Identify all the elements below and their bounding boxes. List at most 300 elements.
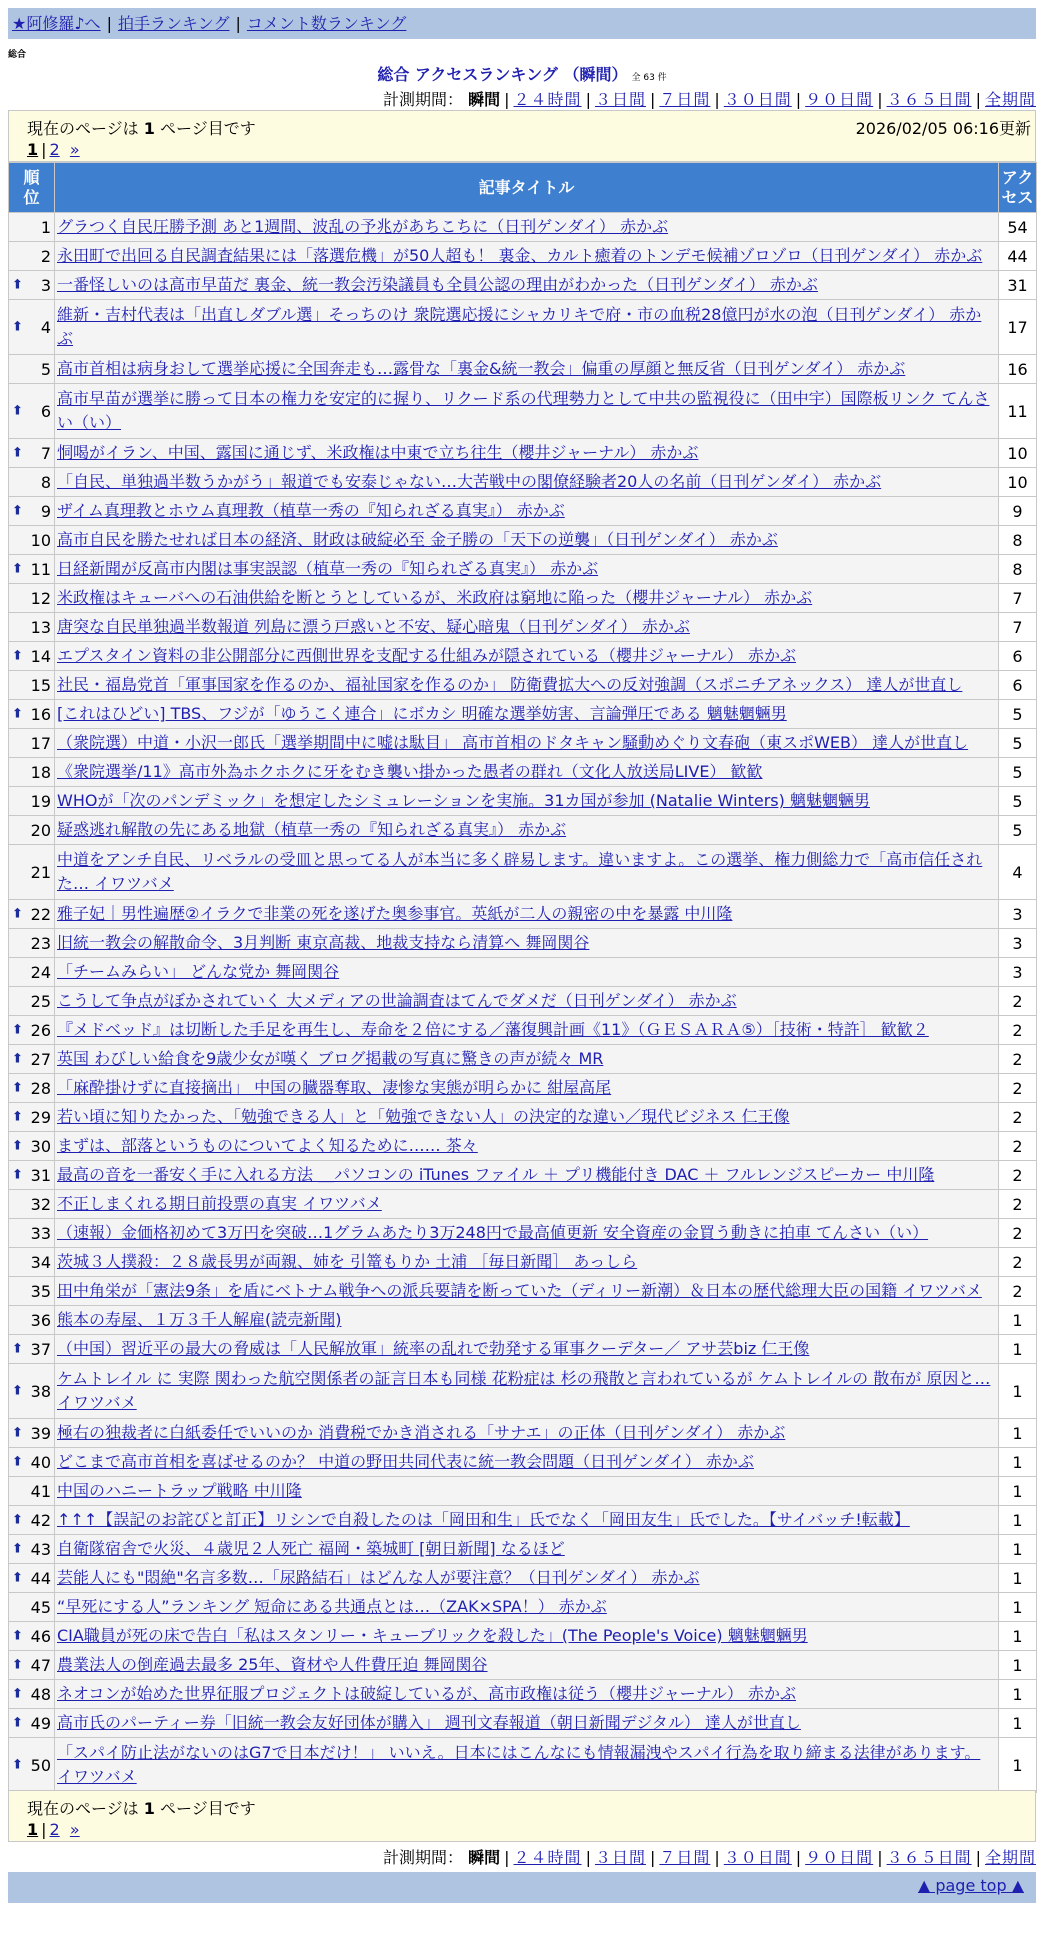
ranking-row (9, 300, 1037, 355)
pager-next-link[interactable]: » (69, 1820, 80, 1839)
ranking-row (9, 1190, 1037, 1219)
updated-timestamp: 2026/02/05 06:16更新 (855, 119, 1031, 138)
page-info-bottom (27, 1796, 256, 1819)
ranking-row (9, 1535, 1037, 1564)
article-title-link[interactable]: 永田町で出回る自民調査結果には「落選危機」が50人超も！ 裏金、カルト癒着のトンデモ候補ゾロゾロ（日刊ゲンダイ） 赤かぶ (57, 246, 983, 265)
period-link-3d[interactable]: ３日間 (594, 1848, 646, 1867)
rank-number: 47 (30, 1655, 51, 1675)
rank-up-arrow-icon: ⬆ (12, 1454, 23, 1470)
rank-up-arrow-icon: ⬆ (12, 503, 23, 519)
article-title-link[interactable]: （中国）習近平の最大の脅威は「人民解放軍」統率の乱れで勃発する軍事クーデター／ アサ芸biz 仁王像 (57, 1339, 810, 1358)
period-link-7d[interactable]: ７日間 (659, 90, 711, 109)
ranking-row (9, 900, 1037, 929)
article-title-link[interactable]: 旧統一教会の解散命令、3月判断 東京高裁、地裁支持なら清算へ 舞岡関谷 (57, 933, 590, 952)
rank-cell (9, 526, 55, 555)
access-count: 2 (999, 1045, 1037, 1074)
ranking-row (9, 497, 1037, 526)
rank-number: 39 (30, 1423, 51, 1443)
article-title-link[interactable]: 高市氏のパーティー券「旧統一教会友好団体が購入」 週刊文春報道（朝日新聞デジタル） 達人が世直し (57, 1713, 801, 1732)
ranking-row (9, 1564, 1037, 1593)
title-cell (55, 1277, 999, 1306)
header-access-label: アクセス (1001, 167, 1034, 207)
article-title-link[interactable]: 芸能人にも"悶絶"名言多数…「尿路結石」はどんな人が要注意？（日刊ゲンダイ） 赤かぶ (57, 1568, 700, 1587)
access-count: 7 (999, 613, 1037, 642)
rank-number: 14 (30, 646, 51, 666)
access-count: 1 (999, 1364, 1037, 1419)
pager-current: 1 (27, 140, 39, 159)
title-cell (55, 1016, 999, 1045)
ranking-row (9, 526, 1037, 555)
title-cell (55, 758, 999, 787)
access-count: 1 (999, 1535, 1037, 1564)
title-cell (55, 584, 999, 613)
title-cell (55, 929, 999, 958)
rank-number: 35 (30, 1281, 51, 1301)
access-count: 10 (999, 439, 1037, 468)
page-top-link[interactable]: ▲ page top ▲ (917, 1876, 1024, 1895)
title-cell (55, 1564, 999, 1593)
period-link-3d[interactable]: ３日間 (594, 90, 646, 109)
access-count: 5 (999, 758, 1037, 787)
rank-cell (9, 900, 55, 929)
rank-number: 48 (30, 1684, 51, 1704)
article-title-link[interactable]: （速報）金価格初めて3万円を突破…1グラムあたり3万248円で最高値更新 安全資産の金買う動きに拍車 てんさい（い） (57, 1223, 929, 1242)
period-selector-top: 計測期間： 瞬間 | ２４時間 | ３日間 | ７日間 | ３０日間 | ９０日間 | ３６５日間 | 全期間 (383, 90, 1036, 109)
header-rank (9, 163, 55, 213)
rank-cell (9, 1709, 55, 1738)
title-cell (55, 1622, 999, 1651)
nav-separator: | (106, 14, 112, 33)
ranking-row (9, 355, 1037, 384)
ranking-row (9, 1593, 1037, 1622)
title-cell (55, 1335, 999, 1364)
pager-next-link[interactable]: » (69, 140, 80, 159)
page-title (0, 62, 1044, 85)
rank-number: 7 (40, 443, 51, 463)
pager-link-page-2[interactable]: 2 (49, 140, 60, 159)
access-count: 1 (999, 1564, 1037, 1593)
rank-cell (9, 671, 55, 700)
title-cell (55, 497, 999, 526)
period-link-365d[interactable]: ３６５日間 (886, 1848, 972, 1867)
rank-number: 24 (30, 962, 51, 982)
article-title-link[interactable]: （衆院選）中道・小沢一郎氏「選挙期間中に嘘は駄目」 高市首相のドタキャン騒動めぐり文春砲（東スポWEB） 達人が世直し (57, 733, 969, 752)
article-title-link[interactable]: 恫喝がイラン、中国、露国に通じず、米政権は中東で立ち往生（櫻井ジャーナル） 赤かぶ (57, 443, 699, 462)
page-info-number: 1 (143, 1799, 155, 1818)
access-count: 5 (999, 787, 1037, 816)
rank-number: 6 (40, 401, 51, 421)
article-title-link[interactable]: WHOが「次のパンデミック」を想定したシミュレーションを実施。31カ国が参加 (Natalie Winters) 魑魅魍魎男 (57, 791, 870, 810)
access-count: 1 (999, 1622, 1037, 1651)
access-count: 16 (999, 355, 1037, 384)
ranking-row (9, 1016, 1037, 1045)
access-count: 10 (999, 468, 1037, 497)
article-title-link[interactable]: ザイム真理教とホウム真理教（植草一秀の『知られざる真実』） 赤かぶ (57, 501, 565, 520)
rank-number: 5 (40, 359, 51, 379)
ranking-row (9, 1248, 1037, 1277)
rank-cell (9, 1477, 55, 1506)
article-title-link[interactable]: 一番怪しいのは高市早苗だ 裏金、統一教会汚染議員も全員公認の理由がわかった（日刊ゲンダイ） 赤かぶ (57, 275, 818, 294)
rank-cell (9, 1651, 55, 1680)
total-count: 全 63 件 (631, 73, 667, 83)
rank-cell (9, 271, 55, 300)
rank-up-arrow-icon: ⬆ (12, 1657, 23, 1673)
rank-cell (9, 1248, 55, 1277)
article-title-link[interactable]: 「スパイ防止法がないのはG7で日本だけ！」 いいえ。日本にはこんなにも情報漏洩やスパイ行為を取り締まる法律があります。 イワツバメ (57, 1743, 981, 1786)
title-cell (55, 642, 999, 671)
rank-number: 44 (30, 1568, 51, 1588)
access-count: 1 (999, 1448, 1037, 1477)
period-link-24h[interactable]: ２４時間 (513, 90, 582, 109)
rank-number: 18 (30, 762, 51, 782)
rank-number: 43 (30, 1539, 51, 1559)
rank-cell (9, 787, 55, 816)
ranking-row (9, 1506, 1037, 1535)
access-count: 1 (999, 1593, 1037, 1622)
rank-cell (9, 729, 55, 758)
ranking-row (9, 1680, 1037, 1709)
article-title-link[interactable]: “早死にする人”ランキング 短命にある共通点とは…（ZAK×SPA！） 赤かぶ (57, 1597, 607, 1616)
title-cell (55, 271, 999, 300)
rank-number: 38 (30, 1381, 51, 1401)
page-info-suffix: ページ目です (160, 1799, 256, 1818)
article-title-link[interactable]: ネオコンが始めた世界征服プロジェクトは破綻しているが、高市政権は従う（櫻井ジャーナル） 赤かぶ (57, 1684, 797, 1703)
rank-number: 45 (30, 1597, 51, 1617)
rank-number: 42 (30, 1510, 51, 1530)
title-cell (55, 1074, 999, 1103)
ranking-table (8, 162, 1037, 1793)
page-info-suffix: ページ目です (160, 119, 256, 138)
access-count: 7 (999, 584, 1037, 613)
rank-number: 29 (30, 1107, 51, 1127)
rank-cell (9, 584, 55, 613)
rank-up-arrow-icon: ⬆ (12, 561, 23, 577)
access-count: 44 (999, 242, 1037, 271)
rank-number: 12 (30, 588, 51, 608)
article-title-link[interactable]: 「麻酔掛けずに直接摘出」 中国の臓器奪取、凄惨な実態が明らかに 紺屋高尾 (57, 1078, 612, 1097)
article-title-link[interactable]: 茨城３人撲殺：２８歳長男が両親、姉を 引篭もりか 土浦 ［毎日新聞］ あっしら (57, 1252, 638, 1271)
rank-number: 23 (30, 933, 51, 953)
access-count: 1 (999, 1506, 1037, 1535)
period-link-24h[interactable]: ２４時間 (513, 1848, 582, 1867)
period-selector-bottom: 計測期間： 瞬間 | ２４時間 | ３日間 | ７日間 | ３０日間 | ９０日間 | ３６５日間 | 全期間 (383, 1848, 1036, 1867)
title-cell (55, 1738, 999, 1793)
article-title-link[interactable]: 《衆院選挙/11》高市外為ホクホクに牙をむき襲い掛かった愚者の群れ（文化人放送局LIVE） 歓歓 (57, 762, 763, 781)
section-label: 総合 (8, 50, 27, 60)
period-link-7d[interactable]: ７日間 (659, 1848, 711, 1867)
article-title-link[interactable]: 極右の独裁者に白紙委任でいいのか 消費税でかき消される「サナエ」の正体（日刊ゲンダイ） 赤かぶ (57, 1423, 786, 1442)
article-title-link[interactable]: 日経新聞が反高市内閣は事実誤認（植草一秀の『知られざる真実』） 赤かぶ (57, 559, 599, 578)
title-cell (55, 300, 999, 355)
rank-number: 41 (30, 1481, 51, 1501)
rank-cell (9, 555, 55, 584)
rank-cell (9, 1045, 55, 1074)
access-count: 1 (999, 1680, 1037, 1709)
ranking-row (9, 1132, 1037, 1161)
rank-number: 36 (30, 1310, 51, 1330)
ranking-row (9, 584, 1037, 613)
rank-cell (9, 300, 55, 355)
rank-cell (9, 1306, 55, 1335)
ranking-row (9, 1219, 1037, 1248)
article-title-link[interactable]: こうして争点がぼかされていく 大メディアの世論調査はてんでダメだ（日刊ゲンダイ） 赤かぶ (57, 991, 737, 1010)
rank-up-arrow-icon: ⬆ (12, 1715, 23, 1731)
title-cell (55, 242, 999, 271)
rank-number: 49 (30, 1713, 51, 1733)
rank-cell (9, 1103, 55, 1132)
article-title-link[interactable]: 社民・福島党首「軍事国家を作るのか、福祉国家を作るのか」 防衛費拡大への反対強調（スポニチアネックス） 達人が世直し (57, 675, 963, 694)
pager-bottom: 1 | 2 » (27, 1820, 80, 1839)
rank-number: 25 (30, 991, 51, 1011)
rank-up-arrow-icon: ⬆ (12, 1138, 23, 1154)
rank-up-arrow-icon: ⬆ (12, 277, 23, 293)
ranking-row (9, 468, 1037, 497)
title-cell (55, 526, 999, 555)
title-cell (55, 439, 999, 468)
period-current: 瞬間 (468, 1848, 501, 1867)
article-title-link[interactable]: まずは、部落というものについてよく知るために…… 茶々 (57, 1136, 478, 1155)
rank-up-arrow-icon: ⬆ (12, 1167, 23, 1183)
pager-current: 1 (27, 1820, 39, 1839)
rank-cell (9, 1738, 55, 1793)
rank-cell (9, 1016, 55, 1045)
rank-number: 32 (30, 1194, 51, 1214)
article-title-link[interactable]: 高市早苗が選挙に勝って日本の権力を安定的に握り、リクード系の代理勢力として中共の監視役に（田中宇）国際板リンク てんさい（い） (57, 389, 990, 432)
article-title-link[interactable]: どこまで高市首相を喜ばせるのか？ 中道の野田共同代表に統一教会問題（日刊ゲンダイ） 赤かぶ (57, 1452, 754, 1471)
rank-cell (9, 384, 55, 439)
access-count: 8 (999, 555, 1037, 584)
page-title-text: 総合 アクセスランキング （瞬間） (377, 65, 628, 84)
rank-number: 30 (30, 1136, 51, 1156)
article-title-link[interactable]: 高市首相は病身おして選挙応援に全国奔走も…露骨な「裏金&統一教会」偏重の厚顔と無反省（日刊ゲンダイ） 赤かぶ (57, 359, 906, 378)
title-cell (55, 384, 999, 439)
rank-cell (9, 1535, 55, 1564)
access-count: 5 (999, 816, 1037, 845)
access-count: 3 (999, 900, 1037, 929)
rank-number: 46 (30, 1626, 51, 1646)
ranking-row (9, 1306, 1037, 1335)
article-title-link[interactable]: 田中角栄が「憲法9条」を盾にベトナム戦争への派兵要請を断っていた（ディリー新潮）＆日本の歴代総理大臣の国籍 イワツバメ (57, 1281, 982, 1300)
rank-cell (9, 958, 55, 987)
rank-cell (9, 758, 55, 787)
rank-cell (9, 497, 55, 526)
page-info-number: 1 (143, 119, 155, 138)
rank-cell (9, 1419, 55, 1448)
article-title-link[interactable]: 『メドベッド』は切断した手足を再生し、寿命を２倍にする／藩復興計画《11》（ＧＥＳＡＲＡ⑤）［技術・特許］ 歓歓２ (57, 1020, 929, 1039)
access-count: 2 (999, 1161, 1037, 1190)
rank-cell (9, 1074, 55, 1103)
article-title-link[interactable]: 維新・吉村代表は「出直しダブル選」そっちのけ 衆院選応援にシャカリキで府・市の血税28億円が水の泡（日刊ゲンダイ） 赤かぶ (57, 305, 982, 348)
article-title-link[interactable]: 「自民、単独過半数うかがう」報道でも安泰じゃない…大苦戦中の閣僚経験者20人の名前（日刊ゲンダイ） 赤かぶ (57, 472, 882, 491)
rank-up-arrow-icon: ⬆ (12, 1080, 23, 1096)
rank-up-arrow-icon: ⬆ (12, 1383, 23, 1399)
page-info (27, 116, 256, 139)
period-label: 計測期間： (383, 90, 464, 109)
access-count: 1 (999, 1651, 1037, 1680)
title-cell (55, 845, 999, 900)
ranking-row (9, 787, 1037, 816)
ranking-row (9, 213, 1037, 242)
period-current: 瞬間 (468, 90, 501, 109)
rank-cell (9, 242, 55, 271)
article-title-link[interactable]: ケムトレイル に 実際 関わった航空関係者の証言日本も同様 花粉症は 杉の飛散と言われているが ケムトレイルの 散布が 原因と… イワツバメ (57, 1369, 991, 1412)
period-link-30d[interactable]: ３０日間 (723, 1848, 792, 1867)
access-count: 1 (999, 1477, 1037, 1506)
title-cell (55, 1477, 999, 1506)
page-info-box-bottom (8, 1790, 1036, 1842)
article-title-link[interactable]: 疑惑逃れ解散の先にある地獄（植草一秀の『知られざる真実』） 赤かぶ (57, 820, 567, 839)
access-count: 3 (999, 958, 1037, 987)
header-access (999, 163, 1037, 213)
access-count: 5 (999, 729, 1037, 758)
period-link-90d[interactable]: ９０日間 (805, 1848, 874, 1867)
period-link-all[interactable]: 全期間 (984, 1848, 1036, 1867)
access-count: 2 (999, 987, 1037, 1016)
rank-number: 37 (30, 1339, 51, 1359)
access-count: 2 (999, 1016, 1037, 1045)
page-info-prefix: 現在のページは (27, 1799, 139, 1818)
title-cell (55, 1419, 999, 1448)
title-cell (55, 355, 999, 384)
nav-link-asyura[interactable]: ★阿修羅♪へ (12, 14, 101, 33)
article-title-link[interactable]: 高市自民を勝たせれば日本の経済、財政は破綻必至 金子勝の「天下の逆襲」（日刊ゲンダイ） 赤かぶ (57, 530, 778, 549)
title-cell (55, 1709, 999, 1738)
article-title-link[interactable]: 中道をアンチ自民、リベラルの受皿と思ってる人が本当に多く辟易します。違いますよ。この選挙、権力側総力で「高市信任された… イワツバメ (57, 850, 983, 893)
access-count: 5 (999, 700, 1037, 729)
title-cell (55, 1219, 999, 1248)
article-title-link[interactable]: 不正しまくれる期日前投票の真実 イワツバメ (57, 1194, 382, 1213)
title-cell (55, 787, 999, 816)
article-title-link[interactable]: エプスタイン資料の非公開部分に西側世界を支配する仕組みが隠されている（櫻井ジャーナル） 赤かぶ (57, 646, 797, 665)
ranking-row (9, 1709, 1037, 1738)
period-link-365d[interactable]: ３６５日間 (886, 90, 972, 109)
rank-number: 3 (40, 275, 51, 295)
title-cell (55, 987, 999, 1016)
article-title-link[interactable]: 「チームみらい」 どんな党か 舞岡関谷 (57, 962, 340, 981)
ranking-row (9, 1045, 1037, 1074)
article-title-link[interactable]: 若い頃に知りたかった、「勉強できる人」と「勉強できない人」の決定的な違い／現代ビジネス 仁王像 (57, 1107, 790, 1126)
rank-cell (9, 700, 55, 729)
rank-cell (9, 1364, 55, 1419)
rank-up-arrow-icon: ⬆ (12, 1022, 23, 1038)
article-title-link[interactable]: 最高の音を一番安く手に入れる方法 ＿パソコンの iTunes ファイル ＋ プリ機能付き DAC ＋ フルレンジスピーカー 中川隆 (57, 1165, 935, 1184)
access-count: 2 (999, 1103, 1037, 1132)
title-cell (55, 958, 999, 987)
rank-up-arrow-icon: ⬆ (12, 319, 23, 335)
header-rank-label: 順位 (23, 167, 40, 207)
title-cell (55, 1306, 999, 1335)
ranking-row (9, 555, 1037, 584)
page-info-box-top (8, 110, 1036, 162)
ranking-row (9, 1103, 1037, 1132)
article-title-link[interactable]: グラつく自民圧勝予測 あと1週間、波乱の予兆があちこちに（日刊ゲンダイ） 赤かぶ (57, 217, 669, 236)
pager-link-page-2[interactable]: 2 (49, 1820, 60, 1839)
rank-number: 20 (30, 820, 51, 840)
rank-cell (9, 439, 55, 468)
top-nav-bar (8, 8, 1036, 39)
bottom-nav-bar (8, 1872, 1036, 1903)
rank-number: 34 (30, 1252, 51, 1272)
rank-number: 4 (40, 317, 51, 337)
ranking-row (9, 642, 1037, 671)
article-title-link[interactable]: 英国 わびしい給食を9歳少女が嘆く ブログ掲載の写真に驚きの声が続々 MR (57, 1049, 604, 1068)
title-cell (55, 1680, 999, 1709)
rank-number: 27 (30, 1049, 51, 1069)
rank-number: 15 (30, 675, 51, 695)
header-title: 記事タイトル (55, 163, 999, 213)
rank-up-arrow-icon: ⬆ (12, 1541, 23, 1557)
rank-cell (9, 1190, 55, 1219)
ranking-row (9, 613, 1037, 642)
article-title-link[interactable]: 雅子妃｜男性遍歴②イラクで非業の死を遂げた奥参事官。英紙が二人の親密の中を暴露 中川隆 (57, 904, 733, 923)
article-title-link[interactable]: 米政権はキューバへの石油供給を断とうとしているが、米政府は窮地に陥った（櫻井ジャーナル） 赤かぶ (57, 588, 813, 607)
period-label: 計測期間： (383, 1848, 464, 1867)
rank-number: 10 (30, 530, 51, 550)
access-count: 11 (999, 384, 1037, 439)
ranking-row (9, 1277, 1037, 1306)
period-link-all[interactable]: 全期間 (984, 90, 1036, 109)
article-title-link[interactable]: 熊本の寿屋、１万３千人解雇(読売新聞) (57, 1310, 342, 1329)
article-title-link[interactable]: [これはひどい] TBS、フジが「ゆうこく連合」にボカシ 明確な選挙妨害、言論弾圧である 魑魅魍魎男 (57, 704, 787, 723)
rank-cell (9, 1277, 55, 1306)
article-title-link[interactable]: ↑↑↑【誤記のお詫びと訂正】リシンで自殺したのは「岡田和生」氏でなく「岡田友生」氏でした。【サイバッチ!転載】 (57, 1510, 910, 1529)
page-info-prefix: 現在のページは (27, 119, 139, 138)
rank-number: 26 (30, 1020, 51, 1040)
title-cell (55, 1506, 999, 1535)
ranking-row (9, 1419, 1037, 1448)
article-title-link[interactable]: 農業法人の倒産過去最多 25年、資材や人件費圧迫 舞岡関谷 (57, 1655, 488, 1674)
rank-number: 11 (30, 559, 51, 579)
rank-number: 28 (30, 1078, 51, 1098)
rank-cell (9, 1448, 55, 1477)
title-cell (55, 555, 999, 584)
access-count: 1 (999, 1306, 1037, 1335)
rank-number: 31 (30, 1165, 51, 1185)
rank-cell (9, 845, 55, 900)
ranking-table-header (9, 163, 1037, 213)
article-title-link[interactable]: 自衛隊宿舎で火災、４歳児２人死亡 福岡・築城町 [朝日新聞] なるほど (57, 1539, 565, 1558)
rank-up-arrow-icon: ⬆ (12, 1570, 23, 1586)
rank-number: 50 (30, 1755, 51, 1775)
nav-link-comment-ranking[interactable]: コメント数ランキング (246, 14, 407, 33)
title-cell (55, 613, 999, 642)
rank-cell (9, 1680, 55, 1709)
access-count: 6 (999, 671, 1037, 700)
article-title-link[interactable]: 唐突な自民単独過半数報道 列島に漂う戸惑いと不安、疑心暗鬼（日刊ゲンダイ） 赤かぶ (57, 617, 690, 636)
title-cell (55, 213, 999, 242)
article-title-link[interactable]: 中国のハニートラップ戦略 中川隆 (57, 1481, 302, 1500)
rank-up-arrow-icon: ⬆ (12, 1109, 23, 1125)
ranking-row (9, 1364, 1037, 1419)
period-link-30d[interactable]: ３０日間 (723, 90, 792, 109)
rank-up-arrow-icon: ⬆ (12, 1341, 23, 1357)
access-count: 17 (999, 300, 1037, 355)
ranking-row (9, 271, 1037, 300)
period-link-90d[interactable]: ９０日間 (805, 90, 874, 109)
rank-cell (9, 929, 55, 958)
rank-number: 21 (30, 862, 51, 882)
ranking-row (9, 1448, 1037, 1477)
rank-number: 22 (30, 904, 51, 924)
rank-up-arrow-icon: ⬆ (12, 648, 23, 664)
title-cell (55, 1132, 999, 1161)
title-cell (55, 1103, 999, 1132)
article-title-link[interactable]: CIA職員が死の床で告白「私はスタンリー・キューブリックを殺した」(The People's Voice) 魑魅魍魎男 (57, 1626, 808, 1645)
title-cell (55, 671, 999, 700)
nav-link-clap-ranking[interactable]: 拍手ランキング (117, 14, 230, 33)
title-cell (55, 700, 999, 729)
title-cell (55, 1364, 999, 1419)
